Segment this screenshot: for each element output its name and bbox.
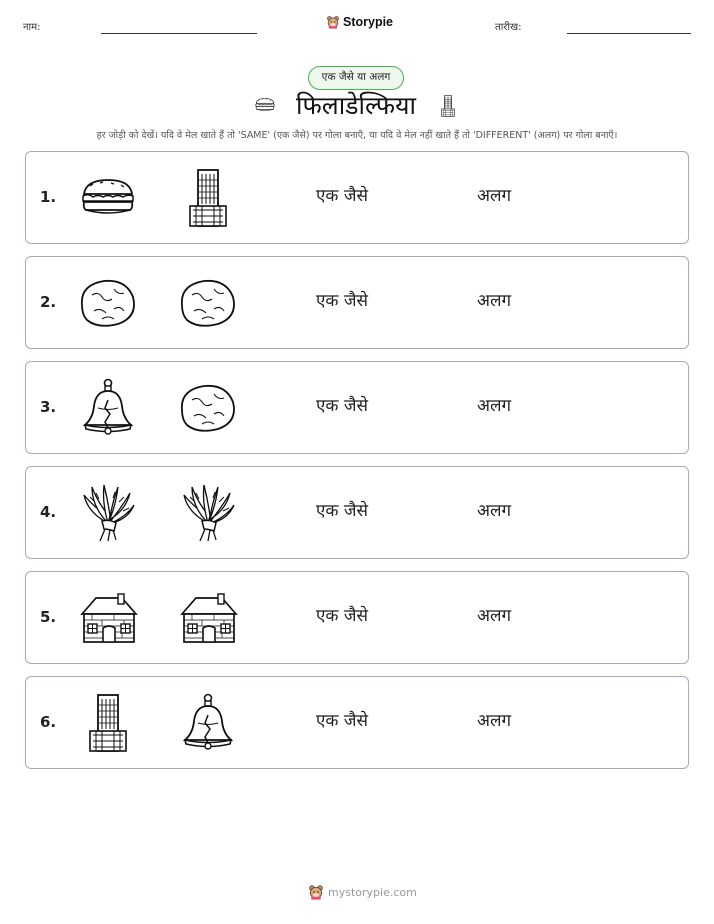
house-icon (78, 588, 138, 648)
pretzel-icon (178, 378, 238, 438)
house-icon (178, 588, 238, 648)
different-option[interactable]: अलग (477, 501, 512, 521)
question-row (25, 361, 689, 454)
name-label: नाम: (23, 22, 41, 33)
same-option[interactable]: एक जैसे (316, 291, 368, 311)
bear-mascot-icon (308, 884, 324, 900)
instructions: हर जोड़ी को देखें। यदि वे मेल खाते हैं तो 'SAME' (एक जैसे) पर गोला बनाएँ, या यदि वे मेल नहीं खाते हैं तो 'DIFFERENT' (अलग) पर गोला बनाएँ। (96, 130, 618, 141)
question-number: 3. (40, 398, 57, 416)
same-option[interactable]: एक जैसे (316, 606, 368, 626)
same-option[interactable]: एक जैसे (316, 186, 368, 206)
different-option[interactable]: अलग (477, 291, 512, 311)
skyscraper-icon (78, 693, 138, 753)
different-option[interactable]: अलग (477, 186, 512, 206)
brand-name: Storypie (343, 15, 394, 29)
same-option[interactable]: एक जैसे (316, 396, 368, 416)
name-field-line[interactable] (101, 33, 257, 34)
skyscraper-icon (437, 90, 459, 122)
page-title: फिलाडेल्फिया (296, 91, 417, 120)
sandwich-icon (250, 94, 280, 116)
activity-badge: एक जैसे या अलग (308, 66, 404, 90)
pretzel-icon (78, 273, 138, 333)
question-number: 4. (40, 503, 57, 521)
title-row (0, 88, 714, 124)
brand-logo (326, 14, 393, 30)
question-row (25, 256, 689, 349)
different-option[interactable]: अलग (477, 606, 512, 626)
question-number: 5. (40, 608, 57, 626)
headdress-icon (78, 483, 138, 543)
liberty-bell-icon (78, 378, 138, 438)
different-option[interactable]: अलग (477, 711, 512, 731)
headdress-icon (178, 483, 238, 543)
sandwich-icon (78, 168, 138, 228)
question-row (25, 466, 689, 559)
date-label: तारीख: (495, 22, 522, 33)
question-number: 6. (40, 713, 57, 731)
question-number: 2. (40, 293, 57, 311)
date-field-line[interactable] (567, 33, 691, 34)
pretzel-icon (178, 273, 238, 333)
liberty-bell-icon (178, 693, 238, 753)
question-row (25, 571, 689, 664)
different-option[interactable]: अलग (477, 396, 512, 416)
same-option[interactable]: एक जैसे (316, 711, 368, 731)
question-row (25, 676, 689, 769)
footer-site: mystorypie.com (328, 885, 417, 899)
bear-mascot-icon (326, 14, 340, 30)
same-option[interactable]: एक जैसे (316, 501, 368, 521)
footer (308, 884, 417, 900)
question-row (25, 151, 689, 244)
question-list (25, 151, 689, 781)
worksheet-header (0, 0, 714, 50)
question-number: 1. (40, 188, 57, 206)
skyscraper-icon (178, 168, 238, 228)
